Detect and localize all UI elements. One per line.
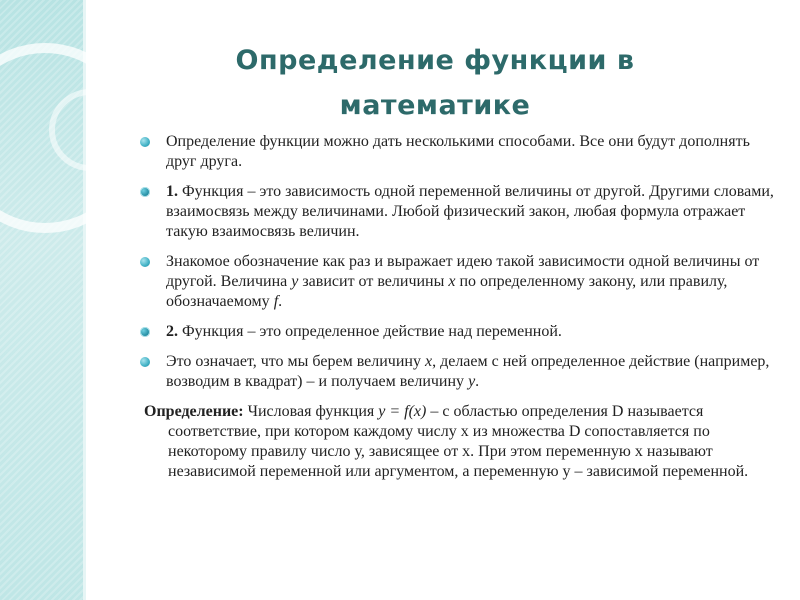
bullet-text: Функция – это определенное действие над переменной.: [178, 323, 562, 340]
band-edge: [83, 0, 86, 600]
bullet-text: Функция – это зависимость одной переменной величины от другой. Другими словами, взаимосвязь между величинами. Любой физический закон, любая формула отражает такую взаимосвязь величин.: [166, 183, 774, 240]
bullet-item-1: [140, 132, 780, 172]
bullet-text-part: Знакомое обозначение как раз и выражает идею такой зависимости одной величины от другой. Величина: [166, 253, 760, 290]
bullet-item-2: [140, 182, 780, 242]
bullet-dot-icon: [140, 257, 150, 267]
bullet-number: 1.: [166, 183, 178, 200]
stripe-pattern: [0, 0, 86, 600]
bullet-text-part: .: [475, 373, 480, 390]
decorative-side-band: [0, 0, 86, 600]
bullet-item-5: [140, 352, 780, 392]
definition-label: Определение:: [144, 403, 244, 420]
variable-f: f: [273, 293, 279, 310]
definition-block: [140, 402, 780, 482]
bullet-text-part: Это означает, что мы берем величину: [166, 353, 425, 370]
bullet-text-part: , делаем с ней определенное действие (например, возводим в квадрат) – и получаем величину: [166, 353, 770, 390]
content-area: [140, 132, 780, 482]
bullet-dot-icon: [140, 327, 150, 337]
bullet-text-part: .: [278, 293, 283, 310]
definition-text: [140, 402, 780, 482]
bullet-number: 2.: [166, 323, 178, 340]
bullet-text-part: по определенному закону, или правилу, обозначаемому: [166, 273, 728, 310]
bullet-text: Определение функции можно дать несколькими способами. Все они будут дополнять друг друга.: [166, 133, 750, 170]
bullet-item-4: [140, 322, 780, 342]
definition-formula: y = f(x): [378, 403, 427, 420]
bullet-dot-icon: [140, 187, 150, 197]
bullet-dot-icon: [140, 137, 150, 147]
bullet-item-3: [140, 252, 780, 312]
slide-title: [215, 38, 655, 128]
variable-x: x: [424, 353, 433, 370]
variable-x: x: [448, 273, 456, 290]
variable-y: y: [468, 373, 476, 390]
bullet-dot-icon: [140, 357, 150, 367]
title-line-1: Определение функции в: [235, 45, 635, 76]
definition-text-part: – с областью определения D называется соответствие, при котором каждому числу х из множества D сопоставляется по некоторому правилу число у, зависящее от х. При этом переменную х называют независимой переменной или аргументом, а переменную у – зависимой переменной.: [168, 403, 749, 480]
variable-y: y: [291, 273, 299, 290]
bullet-text-part: зависит от величины: [298, 273, 449, 290]
definition-text-part: Числовая функция: [243, 403, 379, 420]
title-line-2: математике: [339, 90, 531, 121]
